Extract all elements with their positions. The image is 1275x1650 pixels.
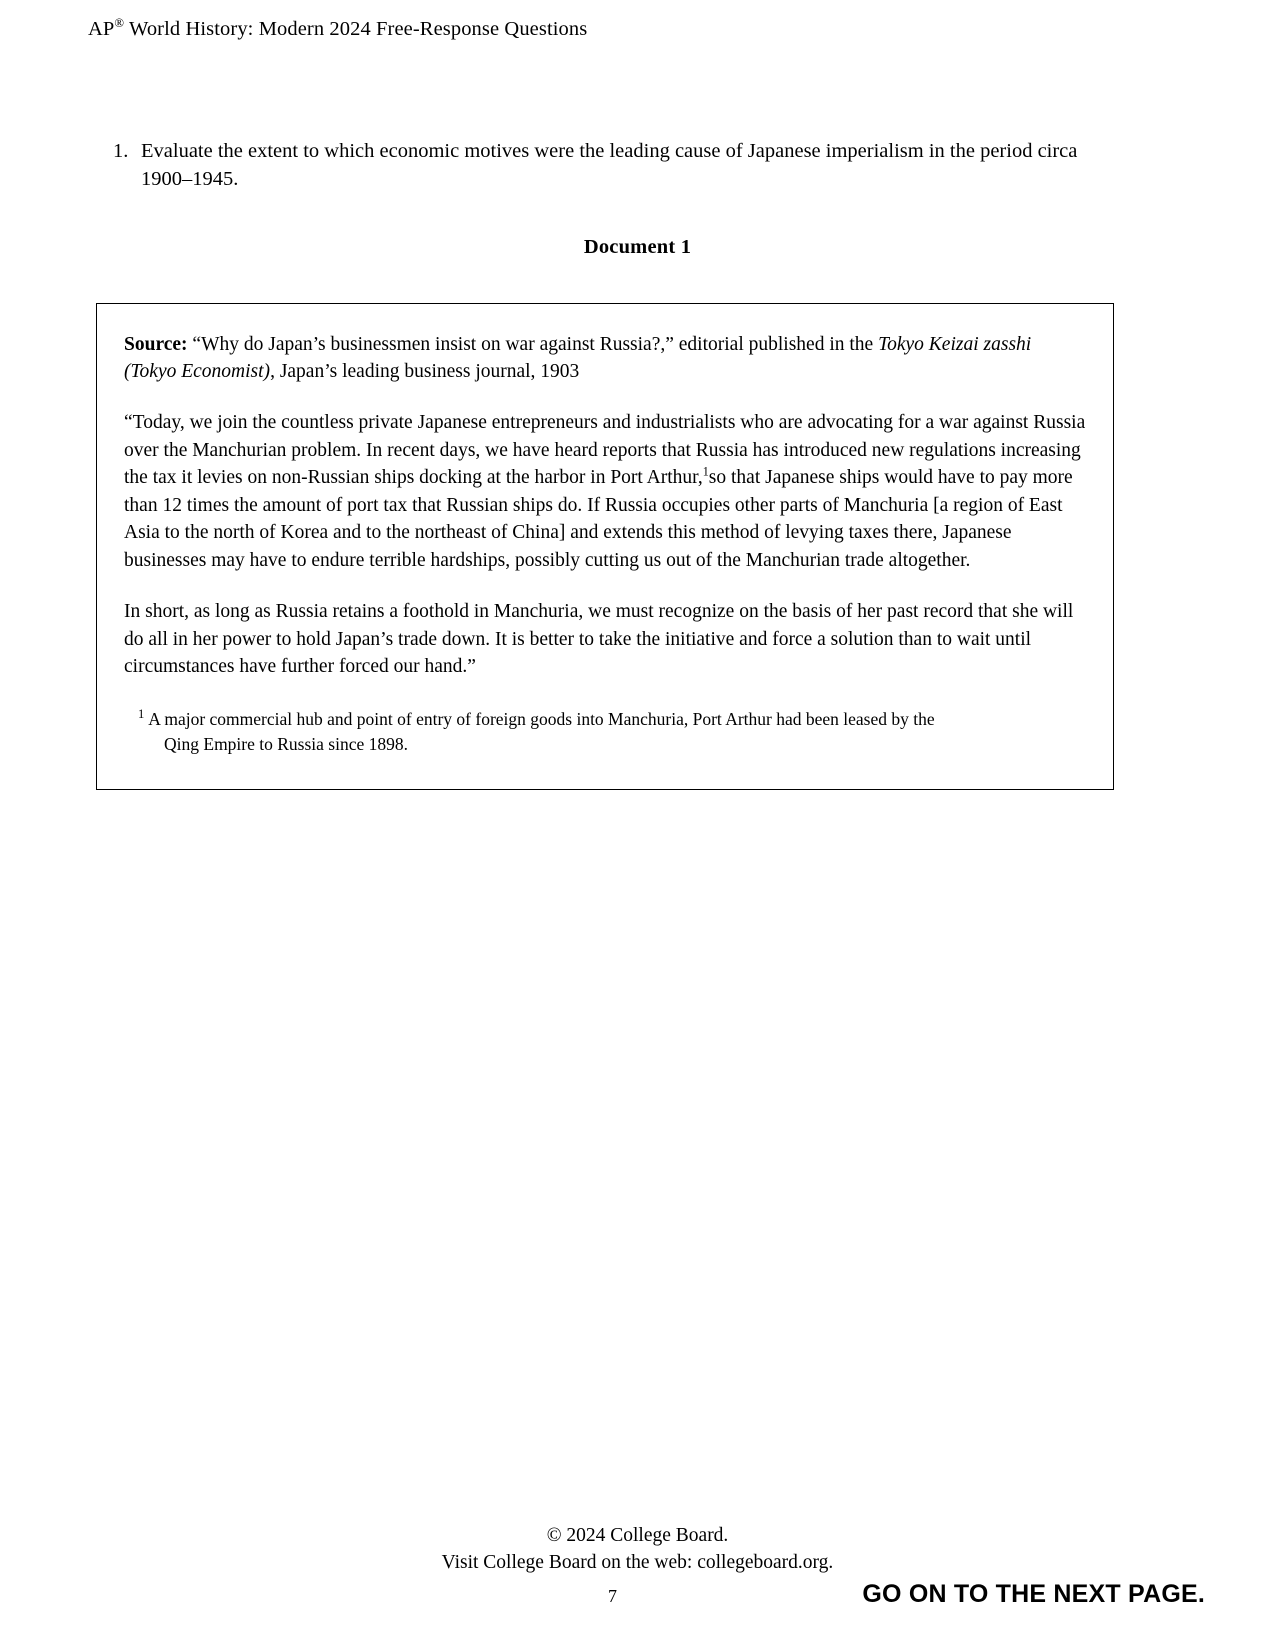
footnote-reference-1: 1 [702, 464, 709, 479]
next-page-notice: GO ON TO THE NEXT PAGE. [862, 1580, 1205, 1608]
document-title: Document 1 [583, 236, 692, 258]
document-paragraph-1 [124, 409, 1088, 574]
copyright-line: © 2024 College Board. [546, 1525, 729, 1546]
paragraph-1-text-after-footnote: so that Japanese ships would have to pay more than 12 times the amount of port tax that Russian ships do. If Russia occupies other parts of Manchuria [a region of East Asia to the north of Korea and to the northeast of China] and extends this method of levying taxes there, Japanese businesses may have to endure terrible hardships, possibly cutting us out of the Manchurian trade altogether. [124, 467, 1073, 571]
document-footnote [124, 707, 1052, 757]
source-text-part1: “Why do Japan’s businessmen insist on war against Russia?,” editorial published in the [187, 334, 879, 355]
document-paragraph-2: In short, as long as Russia retains a foothold in Manchuria, we must recognize on the basis of her past record that she will do all in her power to hold Japan’s trade down. It is better to take the initiative and force a solution than to wait until circumstances have further forced our hand.” [124, 601, 1074, 677]
source-text-part2: , Japan’s leading business journal, 1903 [270, 360, 580, 382]
footnote-marker: 1 [138, 706, 145, 721]
paragraph-1-text-before-footnote: “Today, we join the countless private Japanese entrepreneurs and industrialists who are advocating for a war against Russia over the Manchurian problem. In recent days, we have heard reports that Russia has introduced new regulations increasing the tax it levies on non-Russian ships docking at the harbor in Port Arthur, [124, 412, 1086, 488]
source-label: Source: [124, 334, 188, 355]
header-exam-prefix: AP [88, 18, 115, 40]
page-header [88, 16, 587, 42]
question-prompt: Evaluate the extent to which economic motives were the leading cause of Japanese imperialism in the period circa 1900–1945. [141, 140, 1078, 190]
question-block [113, 137, 1098, 193]
registered-trademark-icon: ® [114, 16, 125, 31]
website-line: Visit College Board on the web: collegeboard.org. [441, 1552, 834, 1573]
document-box [96, 303, 1114, 790]
document-source [124, 332, 1088, 385]
header-title: World History: Modern 2024 Free-Response Questions [124, 18, 588, 40]
page-number: 7 [608, 1586, 617, 1606]
footer-copyright-block [0, 1522, 1275, 1576]
source-italic-title: Tokyo Keizai zasshi (Tokyo Economist) [124, 334, 1032, 382]
question-number: 1. [113, 140, 129, 162]
footnote-text-line-2: Qing Empire to Russia since 1898. [164, 733, 409, 754]
footnote-text-line-1: A major commercial hub and point of entry of foreign goods into Manchuria, Port Arthur had been leased by the [148, 708, 935, 729]
